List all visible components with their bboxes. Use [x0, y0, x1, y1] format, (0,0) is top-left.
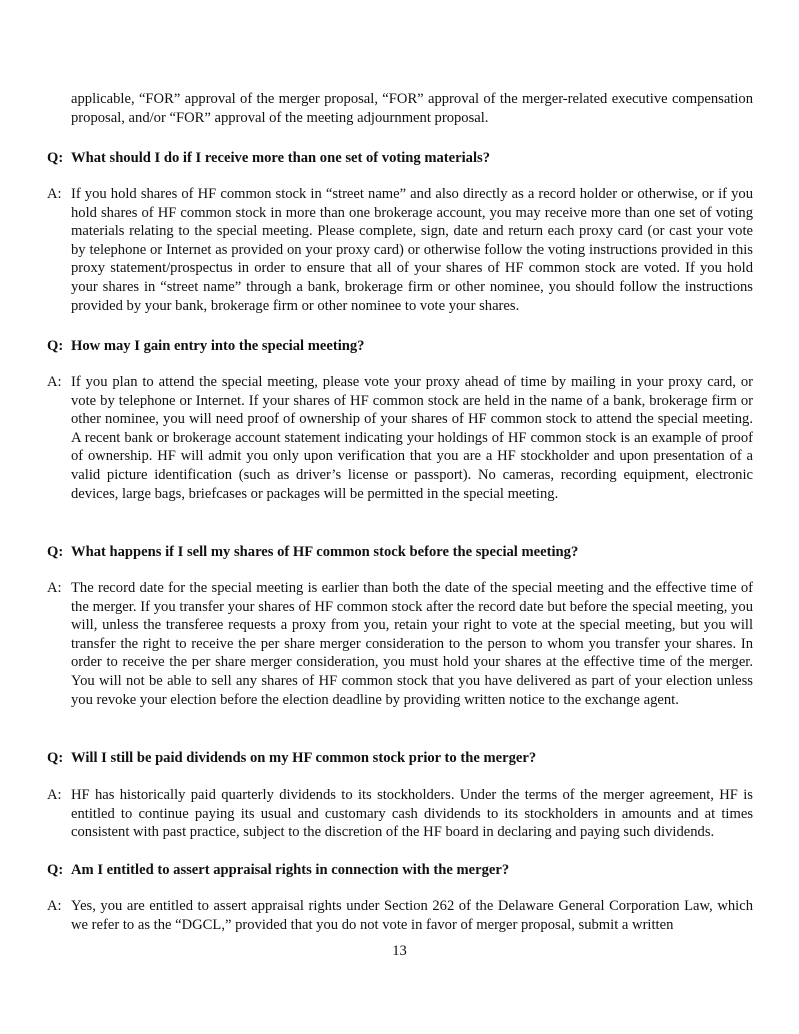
answer-4: [47, 786, 753, 842]
q-label: Q:: [47, 750, 64, 766]
answer-2: [47, 373, 753, 503]
answer-5: [47, 897, 753, 934]
question-3: [47, 543, 753, 562]
page-number: 13: [392, 943, 407, 959]
a-label: A:: [47, 374, 62, 390]
answer-3: [47, 579, 753, 709]
a-label: A:: [47, 186, 62, 202]
question-text: Am I entitled to assert appraisal rights in connection with the merger?: [71, 862, 510, 878]
question-1: [47, 149, 753, 168]
a-label: A:: [47, 580, 62, 596]
question-2: [47, 337, 753, 356]
question-4: [47, 749, 753, 768]
question-text: Will I still be paid dividends on my HF common stock prior to the merger?: [71, 750, 537, 766]
question-text: How may I gain entry into the special meeting?: [71, 338, 365, 354]
q-label: Q:: [47, 150, 64, 166]
q-label: Q:: [47, 544, 64, 560]
question-text: What happens if I sell my shares of HF common stock before the special meeting?: [71, 544, 579, 560]
answer-text: The record date for the special meeting is earlier than both the date of the special meeting and the effective time of the merger. If you transfer your shares of HF common stock after the record date but before the special meeting, you will, unless the transferee requests a proxy from you, retain your right to vote at the special meeting, but you will transfer the right to receive the per share merger consideration to the person to whom you transfer your shares. In order to receive the per share merger consideration, you must hold your shares at the effective time of the merger. You will not be able to sell any shares of HF common stock that you have delivered as part of your election unless you revoke your election before the election deadline by providing written notice to the exchange agent.: [71, 580, 753, 708]
answer-text: HF has historically paid quarterly dividends to its stockholders. Under the terms of the merger agreement, HF is entitled to continue paying its usual and customary cash dividends to its stockholders in amounts and at times consistent with past practice, subject to the discretion of the HF board in declaring and paying such dividends.: [71, 787, 753, 841]
answer-text: Yes, you are entitled to assert appraisal rights under Section 262 of the Delaware General Corporation Law, which we refer to as the “DGCL,” provided that you do not vote in favor of merger proposal, submit a written: [71, 898, 753, 933]
answer-1: [47, 185, 753, 315]
answer-text: If you hold shares of HF common stock in “street name” and also directly as a record holder or otherwise, or if you hold shares of HF common stock in more than one brokerage account, you may receive more than one set of voting materials relating to the special meeting. Please complete, sign, date and return each proxy card (or cast your vote by telephone or Internet as provided on your proxy card) or otherwise follow the voting instructions provided in this proxy statement/prospectus in order to ensure that all of your shares of HF common stock are voted. If you hold your shares in “street name” through a bank, brokerage firm or other nominee, you should follow the instructions provided by your bank, brokerage firm or other nominee to vote your shares.: [71, 186, 753, 314]
q-label: Q:: [47, 862, 64, 878]
q-label: Q:: [47, 338, 64, 354]
question-text: What should I do if I receive more than one set of voting materials?: [71, 150, 491, 166]
answer-text: If you plan to attend the special meeting, please vote your proxy ahead of time by mailing in your proxy card, or vote by telephone or Internet. If your shares of HF common stock are held in the name of a bank, brokerage firm or other nominee, you will need proof of ownership of your shares of HF common stock to attend the special meeting. A recent bank or brokerage account statement indicating your holdings of HF common stock is an example of proof of ownership. HF will admit you only upon verification that you are a HF stockholder and upon presentation of a valid picture identification (such as driver’s license or passport). No cameras, recording equipment, electronic devices, large bags, briefcases or packages will be permitted in the special meeting.: [71, 374, 753, 502]
a-label: A:: [47, 898, 62, 914]
a-label: A:: [47, 787, 62, 803]
question-5: [47, 861, 753, 880]
intro-paragraph: applicable, “FOR” approval of the merger proposal, “FOR” approval of the merger-related executive compensation proposal, and/or “FOR” approval of the meeting adjournment proposal.: [71, 91, 753, 126]
